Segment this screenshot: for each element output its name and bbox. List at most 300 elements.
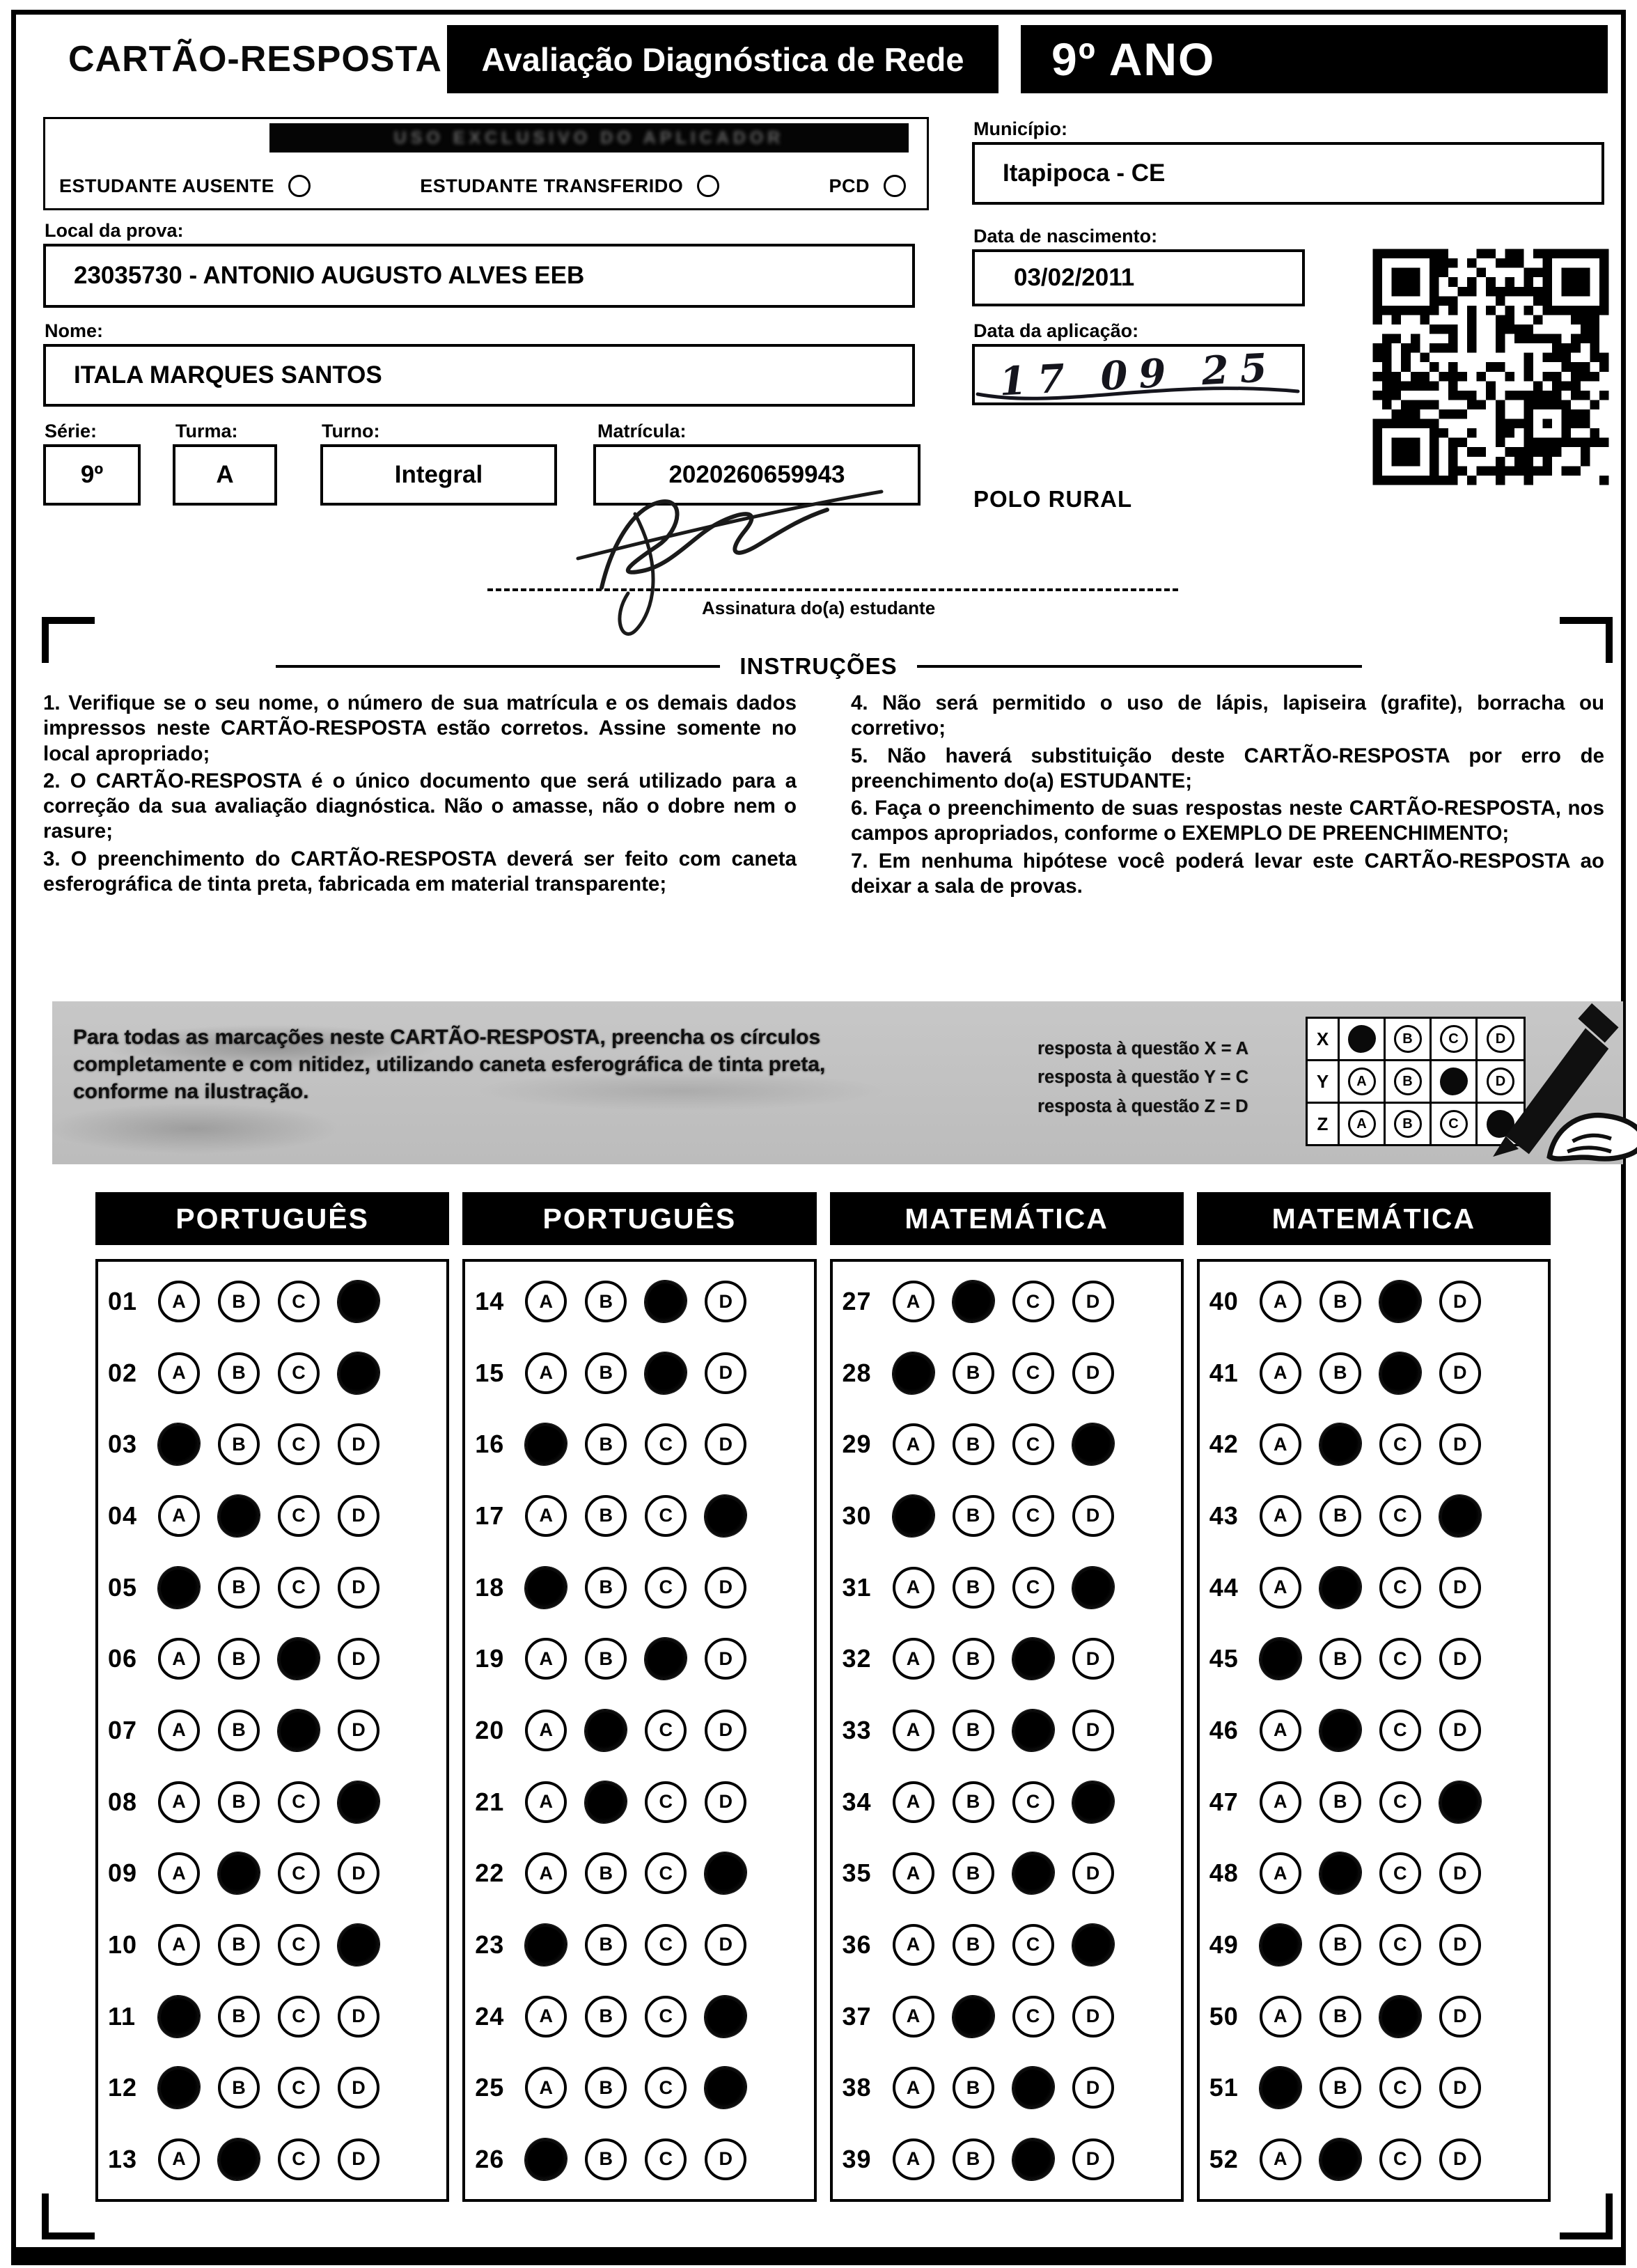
question-number: 23 xyxy=(475,1930,505,1959)
answer-bubble[interactable]: A xyxy=(158,1638,200,1680)
example-option-cell xyxy=(1432,1019,1478,1059)
answer-bubble[interactable]: D xyxy=(338,1996,379,2038)
question-row xyxy=(1209,2066,1544,2109)
answer-bubble[interactable]: B xyxy=(953,1423,994,1465)
question-number: 33 xyxy=(842,1715,872,1744)
answer-bubble[interactable]: D xyxy=(705,2138,746,2180)
answer-bubble[interactable]: B xyxy=(218,2067,260,2109)
answer-bubble[interactable]: C xyxy=(278,1352,320,1394)
marked-bubble[interactable] xyxy=(278,1638,320,1680)
answer-bubble[interactable]: B xyxy=(585,1924,627,1966)
answer-bubble[interactable]: A xyxy=(1260,1495,1301,1537)
field-turno-label: Turno: xyxy=(322,421,380,441)
answer-bubble[interactable]: C xyxy=(1379,2067,1421,2109)
marked-bubble[interactable] xyxy=(1012,1638,1054,1680)
answer-bubble[interactable]: B xyxy=(585,1638,627,1680)
answer-bubble[interactable]: B xyxy=(218,1781,260,1823)
instruction-item: 1. Verifique se o seu nome, o número de sua matrícula e os demais dados impressos neste CARTÃO-RESPOSTA estão corretos. Assine somente no local apropriado; xyxy=(43,691,797,765)
answer-bubble[interactable]: C xyxy=(1012,1423,1054,1465)
answer-section-box xyxy=(462,1259,816,2202)
status-option-circle[interactable] xyxy=(884,175,906,197)
answer-bubble[interactable]: A xyxy=(158,1924,200,1966)
marked-bubble[interactable] xyxy=(218,2138,260,2180)
status-option-label: ESTUDANTE TRANSFERIDO xyxy=(420,175,684,196)
marked-bubble[interactable] xyxy=(1439,1781,1481,1823)
answer-bubble[interactable]: C xyxy=(645,1423,687,1465)
marked-bubble[interactable] xyxy=(645,1638,687,1680)
example-option-cell xyxy=(1432,1104,1478,1144)
field-nome-value: ITALA MARQUES SANTOS xyxy=(74,361,382,389)
marked-bubble[interactable] xyxy=(585,1781,627,1823)
example-filled-bubble xyxy=(1440,1067,1468,1095)
answer-bubble[interactable]: C xyxy=(645,1495,687,1537)
field-municipio-label: Município: xyxy=(973,118,1067,139)
question-number: 05 xyxy=(108,1572,138,1602)
marked-bubble[interactable] xyxy=(1260,1924,1301,1966)
answer-bubble[interactable]: A xyxy=(158,1281,200,1322)
marked-bubble[interactable] xyxy=(705,1495,746,1537)
answer-bubble[interactable]: D xyxy=(1072,1852,1114,1894)
question-number: 40 xyxy=(1209,1287,1239,1315)
answer-bubble[interactable]: A xyxy=(525,1352,567,1394)
answer-bubble[interactable]: C xyxy=(278,1924,320,1966)
instructions-section xyxy=(43,691,1604,901)
example-bubble: A xyxy=(1348,1067,1376,1095)
answer-bubble[interactable]: D xyxy=(1072,1352,1114,1394)
marked-bubble[interactable] xyxy=(1072,1781,1114,1823)
answer-bubble[interactable]: C xyxy=(1012,1996,1054,2038)
answer-bubble[interactable]: B xyxy=(953,2138,994,2180)
answer-bubble[interactable]: C xyxy=(1379,1423,1421,1465)
marked-bubble[interactable] xyxy=(1439,1495,1481,1537)
question-number: 44 xyxy=(1209,1572,1239,1602)
question-row xyxy=(1209,1995,1544,2038)
marked-bubble[interactable] xyxy=(705,1996,746,2038)
marked-bubble[interactable] xyxy=(158,1567,200,1609)
answer-bubble[interactable]: C xyxy=(1012,1567,1054,1609)
answers-grid xyxy=(95,1192,1551,2202)
answer-bubble[interactable]: B xyxy=(953,1781,994,1823)
marked-bubble[interactable] xyxy=(585,1710,627,1751)
answer-bubble[interactable]: B xyxy=(218,1352,260,1394)
answer-bubble[interactable]: A xyxy=(1260,1781,1301,1823)
example-legend-line: resposta à questão X = A xyxy=(1037,1039,1249,1058)
answer-bubble[interactable]: B xyxy=(1319,1495,1361,1537)
answer-bubble[interactable]: B xyxy=(1319,1281,1361,1322)
marked-bubble[interactable] xyxy=(953,1996,994,2038)
marked-bubble[interactable] xyxy=(705,1852,746,1894)
answer-bubble[interactable]: C xyxy=(645,1567,687,1609)
marked-bubble[interactable] xyxy=(1319,1852,1361,1894)
question-number: 07 xyxy=(108,1715,138,1744)
answer-bubble[interactable]: A xyxy=(525,1781,567,1823)
marked-bubble[interactable] xyxy=(158,1996,200,2038)
answer-bubble[interactable]: A xyxy=(1260,1281,1301,1322)
marked-bubble[interactable] xyxy=(338,1781,379,1823)
answer-bubble[interactable]: D xyxy=(1072,1996,1114,2038)
answer-bubble[interactable]: D xyxy=(1072,1710,1114,1751)
answer-bubble[interactable]: B xyxy=(1319,1781,1361,1823)
answer-bubble[interactable]: C xyxy=(1012,1495,1054,1537)
field-turno-value: Integral xyxy=(394,461,483,488)
question-number: 47 xyxy=(1209,1787,1239,1816)
answer-bubble[interactable]: C xyxy=(1379,2138,1421,2180)
marked-bubble[interactable] xyxy=(525,1567,567,1609)
answer-bubble[interactable]: A xyxy=(893,1710,934,1751)
question-number: 14 xyxy=(475,1287,505,1315)
example-legend xyxy=(1037,1035,1316,1121)
instructions-header xyxy=(276,653,1362,680)
status-option-circle[interactable] xyxy=(288,175,311,197)
answer-bubble[interactable]: A xyxy=(1260,1710,1301,1751)
question-number: 32 xyxy=(842,1644,872,1673)
answer-bubble[interactable]: D xyxy=(705,1781,746,1823)
answer-bubble[interactable]: A xyxy=(1260,1352,1301,1394)
answer-bubble[interactable]: B xyxy=(218,1423,260,1465)
question-number: 08 xyxy=(108,1787,138,1816)
answer-bubble[interactable]: D xyxy=(1072,1495,1114,1537)
answer-bubble[interactable]: C xyxy=(1379,1781,1421,1823)
answer-bubble[interactable]: B xyxy=(953,1352,994,1394)
answer-bubble[interactable]: C xyxy=(1379,1710,1421,1751)
answer-bubble[interactable]: B xyxy=(585,2067,627,2109)
grade-title: 9º ANO xyxy=(1021,25,1608,93)
question-row xyxy=(1209,1566,1544,1609)
answer-bubble[interactable]: A xyxy=(1260,1852,1301,1894)
answer-bubble[interactable]: C xyxy=(278,2138,320,2180)
answer-bubble[interactable]: B xyxy=(585,1352,627,1394)
answer-bubble[interactable]: B xyxy=(1319,1924,1361,1966)
question-row xyxy=(108,2138,442,2181)
marked-bubble[interactable] xyxy=(1260,2067,1301,2109)
question-row xyxy=(1209,1781,1544,1824)
answer-bubble[interactable]: A xyxy=(525,2067,567,2109)
answer-bubble[interactable]: A xyxy=(893,1924,934,1966)
answer-bubble[interactable]: B xyxy=(585,1996,627,2038)
answer-bubble[interactable]: A xyxy=(525,1852,567,1894)
status-option-label: ESTUDANTE AUSENTE xyxy=(59,175,275,196)
answer-bubble[interactable]: C xyxy=(278,1781,320,1823)
status-option xyxy=(829,175,906,197)
question-row xyxy=(108,1423,442,1466)
answer-bubble[interactable]: C xyxy=(645,1996,687,2038)
question-number: 15 xyxy=(475,1358,505,1387)
answer-bubble[interactable]: A xyxy=(525,1638,567,1680)
answer-bubble[interactable]: A xyxy=(158,1781,200,1823)
marked-bubble[interactable] xyxy=(338,1924,379,1966)
question-row xyxy=(843,1280,1177,1323)
answer-section-box xyxy=(95,1259,449,2202)
marked-bubble[interactable] xyxy=(218,1495,260,1537)
answer-bubble[interactable]: A xyxy=(158,2138,200,2180)
answer-bubble[interactable]: D xyxy=(1439,1996,1481,2038)
answer-bubble[interactable]: B xyxy=(218,1567,260,1609)
marked-bubble[interactable] xyxy=(893,1352,934,1394)
answer-bubble[interactable]: D xyxy=(338,2138,379,2180)
marked-bubble[interactable] xyxy=(953,1281,994,1322)
answer-bubble[interactable]: B xyxy=(585,1281,627,1322)
answer-bubble[interactable]: D xyxy=(705,1710,746,1751)
answer-bubble[interactable]: B xyxy=(953,1852,994,1894)
marked-bubble[interactable] xyxy=(218,1852,260,1894)
marked-bubble[interactable] xyxy=(338,1352,379,1394)
question-row xyxy=(475,1566,809,1609)
answer-bubble[interactable]: A xyxy=(893,1423,934,1465)
answer-bubble[interactable]: B xyxy=(585,1852,627,1894)
answer-bubble[interactable]: C xyxy=(645,2067,687,2109)
question-row xyxy=(1209,1352,1544,1395)
marked-bubble[interactable] xyxy=(705,2067,746,2109)
answer-bubble[interactable]: C xyxy=(1012,1281,1054,1322)
answer-bubble[interactable]: C xyxy=(645,1924,687,1966)
answer-bubble[interactable]: D xyxy=(1072,2138,1114,2180)
question-row xyxy=(475,1781,809,1824)
answer-bubble[interactable]: D xyxy=(338,1710,379,1751)
answer-bubble[interactable]: D xyxy=(1439,1352,1481,1394)
question-row xyxy=(843,1852,1177,1895)
answer-bubble[interactable]: C xyxy=(1012,1924,1054,1966)
field-turma-label: Turma: xyxy=(175,421,238,441)
answer-bubble[interactable]: B xyxy=(218,1996,260,2038)
answer-bubble[interactable]: D xyxy=(1439,2067,1481,2109)
answer-bubble[interactable]: B xyxy=(1319,1996,1361,2038)
marked-bubble[interactable] xyxy=(525,1423,567,1465)
answer-bubble[interactable]: C xyxy=(278,2067,320,2109)
answer-bubble[interactable]: B xyxy=(1319,2067,1361,2109)
marked-bubble[interactable] xyxy=(1319,1423,1361,1465)
header xyxy=(29,25,1608,93)
question-number: 10 xyxy=(108,1930,138,1959)
answer-bubble[interactable]: D xyxy=(1439,1924,1481,1966)
question-row xyxy=(475,1637,809,1680)
answer-bubble[interactable]: A xyxy=(893,1638,934,1680)
application-date-value: 17 09 25 xyxy=(998,344,1279,405)
answer-bubble[interactable]: D xyxy=(705,1352,746,1394)
answer-bubble[interactable]: B xyxy=(585,1423,627,1465)
answer-bubble[interactable]: A xyxy=(893,2067,934,2109)
answer-bubble[interactable]: B xyxy=(953,1638,994,1680)
question-row xyxy=(843,1423,1177,1466)
answer-bubble[interactable]: B xyxy=(953,1567,994,1609)
question-number: 17 xyxy=(475,1501,505,1530)
question-row xyxy=(475,1494,809,1538)
answer-bubble[interactable]: D xyxy=(1439,1710,1481,1751)
answer-bubble[interactable]: A xyxy=(1260,2138,1301,2180)
field-serie-value: 9º xyxy=(80,461,104,488)
question-number: 16 xyxy=(475,1430,505,1459)
example-bubble: B xyxy=(1394,1025,1422,1053)
answer-bubble[interactable]: C xyxy=(278,1495,320,1537)
answer-bubble[interactable]: A xyxy=(525,1996,567,2038)
marked-bubble[interactable] xyxy=(1012,1710,1054,1751)
answer-bubble[interactable]: A xyxy=(1260,1423,1301,1465)
answer-bubble[interactable]: A xyxy=(525,1281,567,1322)
question-number: 51 xyxy=(1209,2073,1239,2102)
field-aplicacao-box xyxy=(972,344,1305,405)
marked-bubble[interactable] xyxy=(1072,1423,1114,1465)
answer-bubble[interactable]: D xyxy=(1439,1567,1481,1609)
answer-bubble[interactable]: D xyxy=(338,1852,379,1894)
bottom-bar xyxy=(11,2247,1626,2265)
marked-bubble[interactable] xyxy=(1012,2138,1054,2180)
answer-bubble[interactable]: D xyxy=(338,1567,379,1609)
answer-bubble[interactable]: B xyxy=(953,1924,994,1966)
question-row xyxy=(1209,1852,1544,1895)
answer-bubble[interactable]: D xyxy=(1072,1638,1114,1680)
field-municipio-value: Itapipoca - CE xyxy=(1003,159,1166,187)
question-row xyxy=(108,1852,442,1895)
marked-bubble[interactable] xyxy=(1319,2138,1361,2180)
question-row xyxy=(108,1781,442,1824)
question-number: 11 xyxy=(108,2001,136,2031)
answer-bubble[interactable]: C xyxy=(278,1852,320,1894)
marked-bubble[interactable] xyxy=(525,1924,567,1966)
assessment-title: Avaliação Diagnóstica de Rede xyxy=(447,25,998,93)
example-bubble: B xyxy=(1394,1067,1422,1095)
answer-bubble[interactable]: B xyxy=(218,1710,260,1751)
question-number: 35 xyxy=(842,1859,872,1888)
answer-bubble[interactable]: D xyxy=(338,1638,379,1680)
answer-bubble[interactable]: A xyxy=(158,1495,200,1537)
answer-bubble[interactable]: D xyxy=(705,1924,746,1966)
answer-bubble[interactable]: C xyxy=(278,1567,320,1609)
answer-bubble[interactable]: A xyxy=(893,1281,934,1322)
applicator-redacted-text: USO EXCLUSIVO DO APLICADOR xyxy=(393,127,785,148)
answer-bubble[interactable]: A xyxy=(893,1567,934,1609)
field-nascimento-value: 03/02/2011 xyxy=(1014,264,1135,291)
qr-code-pattern xyxy=(1363,240,1618,494)
answer-bubble[interactable]: C xyxy=(1379,1638,1421,1680)
field-aplicacao-label: Data da aplicação: xyxy=(973,320,1139,341)
answer-bubble[interactable]: D xyxy=(1439,1281,1481,1322)
corner-bracket-top-right xyxy=(1560,617,1613,663)
marked-bubble[interactable] xyxy=(525,2138,567,2180)
marked-bubble[interactable] xyxy=(1260,1638,1301,1680)
answer-bubble[interactable]: C xyxy=(645,1710,687,1751)
answer-bubble[interactable]: D xyxy=(1072,2067,1114,2109)
answer-bubble[interactable]: A xyxy=(893,2138,934,2180)
marked-bubble[interactable] xyxy=(1319,1567,1361,1609)
answer-bubble[interactable]: C xyxy=(278,1281,320,1322)
answer-bubble[interactable]: C xyxy=(645,2138,687,2180)
answer-bubble[interactable]: B xyxy=(218,1924,260,1966)
answer-bubble[interactable]: A xyxy=(893,1781,934,1823)
answer-bubble[interactable]: B xyxy=(585,1495,627,1537)
marked-bubble[interactable] xyxy=(1319,1710,1361,1751)
answer-bubble[interactable]: B xyxy=(218,1638,260,1680)
answer-bubble[interactable]: C xyxy=(1379,1852,1421,1894)
fill-instructions-text: Para todas as marcações neste CARTÃO-RESPOSTA, preencha os círculos completamente e com nitidez, utilizando caneta esferográfica de tinta preta, conforme na ilustração. xyxy=(73,1026,826,1103)
answer-bubble[interactable]: B xyxy=(953,1495,994,1537)
answer-bubble[interactable]: A xyxy=(158,1352,200,1394)
question-number: 38 xyxy=(842,2073,872,2102)
question-row xyxy=(843,2066,1177,2109)
answer-bubble[interactable]: A xyxy=(893,1852,934,1894)
marked-bubble[interactable] xyxy=(338,1281,379,1322)
question-number: 34 xyxy=(842,1787,872,1816)
answer-bubble[interactable]: D xyxy=(1439,1423,1481,1465)
marked-bubble[interactable] xyxy=(645,1352,687,1394)
answer-bubble[interactable]: C xyxy=(645,1781,687,1823)
answer-bubble[interactable]: D xyxy=(705,1638,746,1680)
question-number: 13 xyxy=(108,2144,138,2173)
field-nascimento-box xyxy=(972,249,1305,306)
marked-bubble[interactable] xyxy=(1012,1852,1054,1894)
answer-bubble[interactable]: C xyxy=(278,1423,320,1465)
answer-bubble[interactable]: A xyxy=(158,1710,200,1751)
answer-bubble[interactable]: D xyxy=(338,1495,379,1537)
answer-bubble[interactable]: D xyxy=(705,1281,746,1322)
answer-bubble[interactable]: D xyxy=(705,1423,746,1465)
status-option-circle[interactable] xyxy=(697,175,719,197)
answer-bubble[interactable]: D xyxy=(1439,2138,1481,2180)
marked-bubble[interactable] xyxy=(1072,1567,1114,1609)
answer-bubble[interactable]: D xyxy=(338,2067,379,2109)
answer-bubble[interactable]: D xyxy=(1072,1281,1114,1322)
question-row xyxy=(475,2066,809,2109)
marked-bubble[interactable] xyxy=(158,1423,200,1465)
answer-bubble[interactable]: A xyxy=(158,1852,200,1894)
marked-bubble[interactable] xyxy=(1012,2067,1054,2109)
answer-bubble[interactable]: B xyxy=(585,2138,627,2180)
student-signature xyxy=(551,471,900,641)
status-checkbox-row xyxy=(59,175,906,197)
marked-bubble[interactable] xyxy=(158,2067,200,2109)
answer-bubble[interactable]: B xyxy=(953,1710,994,1751)
marked-bubble[interactable] xyxy=(645,1281,687,1322)
answer-bubble[interactable]: A xyxy=(893,1996,934,2038)
marked-bubble[interactable] xyxy=(1379,1281,1421,1322)
answer-bubble[interactable]: A xyxy=(1260,1567,1301,1609)
question-row xyxy=(843,1923,1177,1966)
answer-bubble[interactable]: D xyxy=(1439,1852,1481,1894)
answer-bubble[interactable]: B xyxy=(218,1281,260,1322)
answer-bubble[interactable]: C xyxy=(278,1996,320,2038)
marked-bubble[interactable] xyxy=(1072,1924,1114,1966)
example-bubble: C xyxy=(1440,1025,1468,1053)
question-row xyxy=(475,1852,809,1895)
answer-bubble[interactable]: D xyxy=(338,1423,379,1465)
marked-bubble[interactable] xyxy=(893,1495,934,1537)
question-number: 36 xyxy=(842,1930,872,1959)
answer-bubble[interactable]: C xyxy=(645,1852,687,1894)
answer-bubble[interactable]: A xyxy=(525,1710,567,1751)
question-number: 49 xyxy=(1209,1930,1239,1959)
answer-bubble[interactable]: D xyxy=(705,1567,746,1609)
field-local-label: Local da prova: xyxy=(45,220,184,241)
marked-bubble[interactable] xyxy=(278,1710,320,1751)
applicator-redacted-bar xyxy=(269,123,909,152)
answer-bubble[interactable]: D xyxy=(1439,1638,1481,1680)
answer-bubble[interactable]: A xyxy=(525,1495,567,1537)
answer-bubble[interactable]: B xyxy=(1319,1638,1361,1680)
answer-bubble[interactable]: C xyxy=(1379,1567,1421,1609)
marked-bubble[interactable] xyxy=(1379,1352,1421,1394)
answer-bubble[interactable]: B xyxy=(1319,1352,1361,1394)
answer-bubble[interactable]: C xyxy=(1379,1495,1421,1537)
answer-bubble[interactable]: C xyxy=(1012,1781,1054,1823)
question-row xyxy=(1209,1423,1544,1466)
answer-bubble[interactable]: C xyxy=(1379,1924,1421,1966)
question-row xyxy=(1209,1709,1544,1752)
question-row xyxy=(1209,1280,1544,1323)
answer-bubble[interactable]: B xyxy=(953,2067,994,2109)
answer-bubble[interactable]: C xyxy=(1012,1352,1054,1394)
answer-bubble[interactable]: A xyxy=(1260,1996,1301,2038)
marked-bubble[interactable] xyxy=(1379,1996,1421,2038)
answer-bubble[interactable]: B xyxy=(585,1567,627,1609)
instruction-item: 5. Não haverá substituição deste CARTÃO-RESPOSTA por erro de preenchimento do(a) ESTUDANTE; xyxy=(851,744,1604,792)
